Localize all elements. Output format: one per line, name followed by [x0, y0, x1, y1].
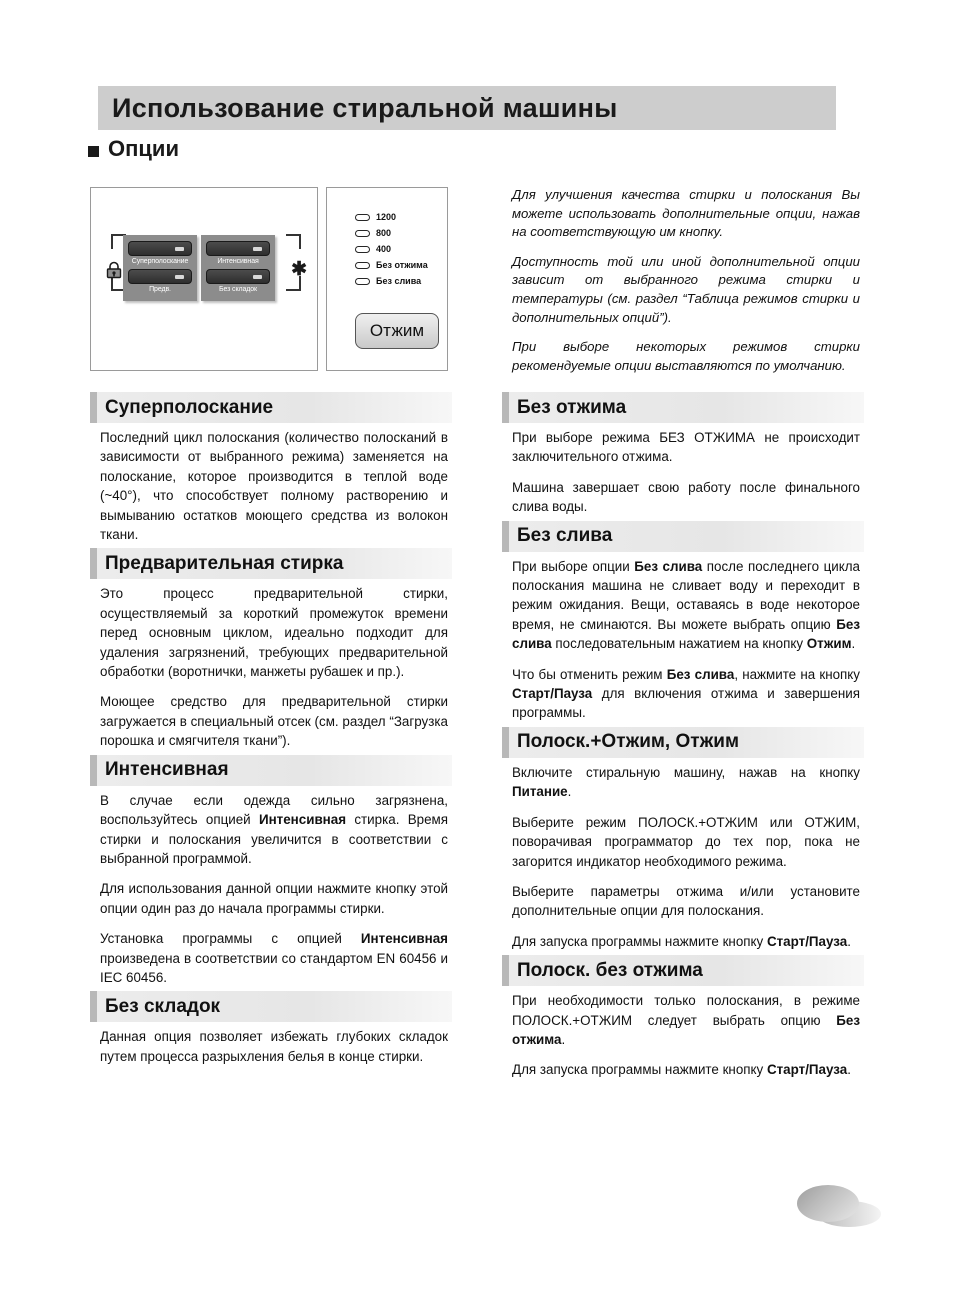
- body-paragraph: Для запуска программы нажмите кнопку Старт/Пауза.: [512, 933, 851, 949]
- section-crease-free: [90, 991, 452, 1066]
- superrinse-button[interactable]: [128, 241, 192, 256]
- body-paragraph: Последний цикл полоскания (количество полосканий в зависимости от выбранного режима) заменяется на полоскание, которое производится в теплой воде (~40°), что способствует полному растворению и вымыванию остатков моющего средства из волокон ткани.: [100, 430, 448, 543]
- section-body: [90, 584, 452, 750]
- spin-led-icon: [355, 214, 370, 221]
- intensive-button[interactable]: [206, 241, 270, 256]
- spin-indicator-label: 800: [376, 228, 392, 238]
- square-bullet-icon: [88, 146, 99, 157]
- section-body: [502, 557, 864, 723]
- body-paragraph: Это процесс предварительной стирки, осуществляемый за короткий промежуток времени перед основным циклом, идеально подходит для удаления загрязнений, требующих предварительной обработки (воротнички, манжеты рубашек и пр.).: [100, 586, 448, 680]
- spin-led-icon: [355, 262, 370, 269]
- bracket-top-right-icon: [286, 234, 301, 249]
- section-heading: Предварительная стирка: [105, 552, 344, 574]
- spin-led-icon: [355, 230, 370, 237]
- body-paragraph: Моющее средство для предварительной стирки загружается в специальный отсек (см. раздел “Загрузка порошка и смягчителя ткани”).: [100, 694, 448, 749]
- body-paragraph: Машина завершает свою работу после финального слива воды.: [512, 479, 860, 515]
- body-paragraph: Для использования данной опции нажмите кнопку этой опции один раз до начала программы стирки.: [100, 881, 448, 916]
- section-heading-bar: [90, 548, 452, 579]
- section-no-spin: [502, 392, 864, 517]
- intro-paragraph: Доступность той или иной дополнительной опции зависит от выбранного режима стирки и температуры (см. раздел “Таблица режимов стирки и дополнительных опций”).: [512, 253, 860, 325]
- spin-indicator-label: Без отжима: [376, 260, 428, 270]
- spin-indicator-row: [355, 260, 428, 270]
- crease-free-button-label: Без складок: [218, 286, 258, 293]
- spin-indicator-row: [355, 228, 428, 238]
- section-heading: Интенсивная: [105, 759, 229, 781]
- body-paragraph: При выборе опции Без слива после последнего цикла полоскания машина не сливает воду и переходит в режим ожидания. Вещи, оставаясь в воде некоторое время, не сминаются. Вы можете выбрать опцию Без слива последовательным нажатием на кнопку Отжим.: [512, 558, 860, 652]
- intro-paragraph: При выборе некоторых режимов стирки рекомендуемые опции выставляются по умолчанию.: [512, 339, 860, 373]
- subheading-label: Опции: [108, 136, 179, 161]
- decorative-ellipse-icon: [795, 1185, 885, 1240]
- right-column: [502, 392, 864, 1084]
- body-paragraph: Включите стиральную машину, нажав на кнопку Питание.: [512, 764, 860, 800]
- section-no-drain: [502, 521, 864, 723]
- option-button-panel-right: [201, 235, 275, 301]
- star-icon: ✱: [291, 259, 307, 280]
- padlock-icon: [104, 260, 124, 280]
- section-heading-bar: [502, 727, 864, 758]
- spin-indicator-label: Без слива: [376, 276, 422, 286]
- indicator-led-icon: [253, 247, 262, 251]
- section-heading: Полоск.+Отжим, Отжим: [517, 731, 740, 753]
- crease-free-button[interactable]: [206, 269, 270, 284]
- section-heading: Полоск. без отжима: [517, 959, 703, 981]
- spin-indicator-row: [355, 212, 428, 222]
- spin-indicator-row: [355, 244, 428, 254]
- section-body: [502, 763, 864, 951]
- spin-led-icon: [355, 246, 370, 253]
- spin-indicator-list: [355, 212, 428, 292]
- body-paragraph: Данная опция позволяет избежать глубоких складок путем процесса разрыхления белья в конце стирки.: [100, 1029, 448, 1064]
- superrinse-button-label: Суперполоскание: [131, 258, 189, 265]
- section-heading: Без слива: [517, 525, 613, 547]
- section-rinse-no-spin: [502, 955, 864, 1080]
- body-paragraph: Для запуска программы нажмите кнопку Старт/Пауза.: [512, 1062, 851, 1078]
- section-body: [90, 428, 452, 544]
- indicator-led-icon: [253, 275, 262, 279]
- spin-led-icon: [355, 278, 370, 285]
- section-body: [90, 791, 452, 988]
- section-heading-bar: [90, 392, 452, 423]
- indicator-led-icon: [175, 247, 184, 251]
- body-paragraph: Что бы отменить режим Без слива, нажмите на кнопку Старт/Пауза для включения отжима и завершения программы.: [512, 666, 861, 721]
- left-column: [90, 392, 452, 1070]
- section-subheading: [88, 136, 179, 162]
- option-button-cluster: [123, 235, 275, 301]
- body-paragraph: В случае если одежда сильно загрязнена, воспользуйтесь опцией Интенсивная стирка. Время стирки и полоскания увеличится в соответствии с выбранной программой.: [100, 792, 448, 866]
- spin-panel-diagram: [326, 187, 448, 371]
- body-paragraph: Выберите параметры отжима и/или установите дополнительные опции для полоскания.: [512, 883, 860, 919]
- body-paragraph: При выборе режима БЕЗ ОТЖИМА не происходит заключительного отжима.: [512, 430, 860, 465]
- spin-indicator-label: 1200: [376, 212, 397, 222]
- prewash-button-label: Предв.: [149, 286, 171, 293]
- option-button-panel-left: [123, 235, 197, 301]
- spin-button[interactable]: [355, 313, 439, 349]
- body-paragraph: Установка программы с опцией Интенсивная произведена в соответствии со стандартом EN 60456 и IEC 60456.: [100, 931, 448, 985]
- section-heading: Без складок: [105, 995, 221, 1017]
- section-heading-bar: [90, 755, 452, 786]
- section-body: [90, 1027, 452, 1066]
- intensive-button-label: Интенсивная: [217, 258, 259, 265]
- section-heading-bar: [502, 955, 864, 986]
- spin-indicator-row: [355, 276, 428, 286]
- section-superrinse: [90, 392, 452, 544]
- page-title: Использование стиральной машины: [112, 92, 618, 123]
- spin-button-label: Отжим: [369, 321, 425, 340]
- section-heading: Без отжима: [517, 396, 627, 418]
- section-heading-bar: [502, 521, 864, 552]
- body-paragraph: Выберите режим ПОЛОСК.+ОТЖИМ или ОТЖИМ, поворачивая программатор до тех пор, пока не загорится индикатор необходимого режима.: [512, 814, 860, 869]
- intro-paragraph: Для улучшения качества стирки и полоскания Вы можете использовать дополнительные опции, нажав на соответствующую им кнопку.: [512, 187, 860, 240]
- section-body: [502, 428, 864, 517]
- section-prewash: [90, 548, 452, 750]
- prewash-button[interactable]: [128, 269, 192, 284]
- body-paragraph: При необходимости только полоскания, в режиме ПОЛОСК.+ОТЖИМ следует выбрать опцию Без отжима.: [512, 993, 860, 1047]
- indicator-led-icon: [175, 275, 184, 279]
- section-rinse-spin: [502, 727, 864, 951]
- intro-paragraphs: [512, 186, 860, 386]
- spin-indicator-label: 400: [376, 244, 392, 254]
- section-body: [502, 991, 864, 1080]
- section-heading: Суперполоскание: [105, 396, 274, 418]
- control-panel-options-diagram: [90, 187, 318, 371]
- section-intensive: [90, 755, 452, 988]
- section-heading-bar: [90, 991, 452, 1022]
- page-title-bar: [98, 86, 836, 130]
- section-heading-bar: [502, 392, 864, 423]
- ellipse-body: [797, 1185, 859, 1222]
